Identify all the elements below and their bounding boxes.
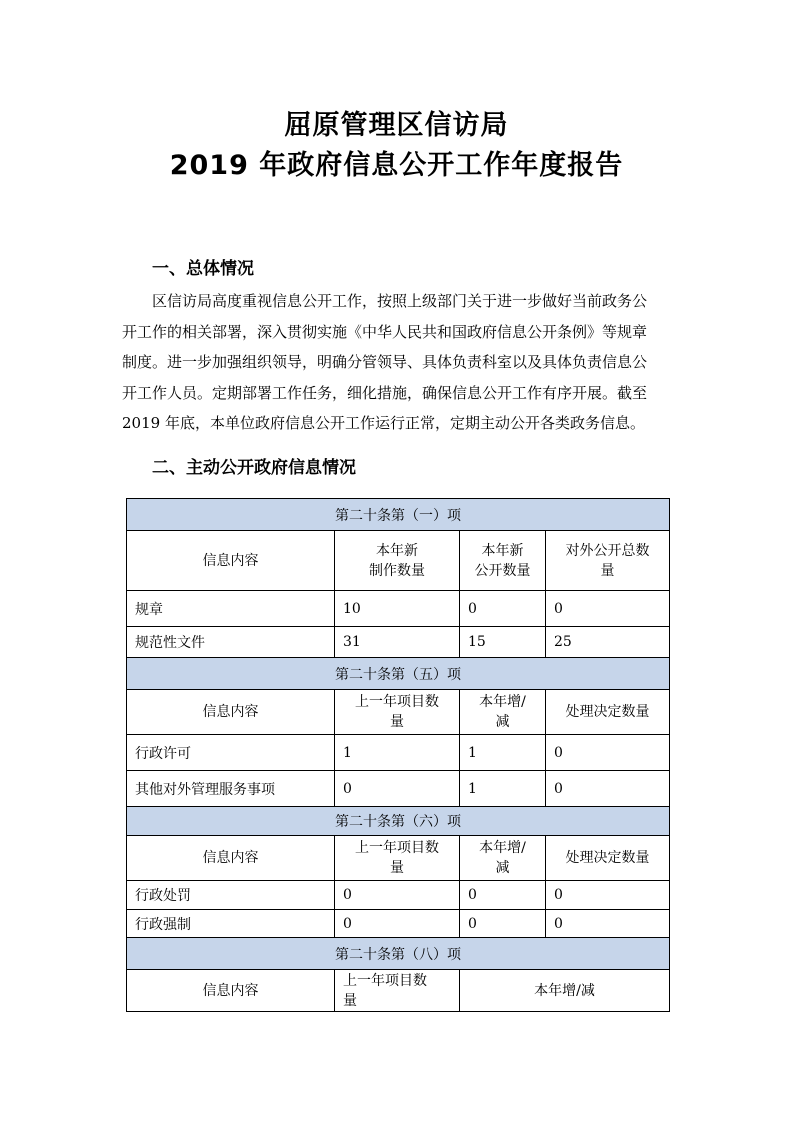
row-label: 规章	[127, 591, 335, 627]
value-cell: 0	[460, 910, 546, 938]
header-cell: 信息内容	[127, 970, 335, 1012]
header-cell: 本年增/减	[460, 970, 670, 1012]
table-row	[127, 627, 670, 658]
disclosure-table	[126, 498, 670, 1012]
section-row-1	[127, 499, 670, 531]
table-row	[127, 771, 670, 807]
header-cell: 上一年项目数 量	[335, 970, 460, 1012]
header-cell: 处理决定数量	[546, 836, 670, 881]
header-row	[127, 690, 670, 735]
paragraph-line: 开工作人员。定期部署工作任务，细化措施，确保信息公开工作有序开展。截至	[122, 383, 648, 402]
value-cell: 0	[335, 881, 460, 910]
section-title: 第二十条第（八）项	[127, 938, 670, 970]
table-row	[127, 591, 670, 627]
value-cell: 0	[546, 591, 670, 627]
value-cell: 0	[546, 771, 670, 807]
value-cell: 0	[546, 735, 670, 771]
header-row	[127, 531, 670, 591]
value-cell: 0	[546, 881, 670, 910]
report-title-line2: 2019 年政府信息公开工作年度报告	[169, 150, 624, 181]
value-cell: 0	[460, 591, 546, 627]
section2-heading: 二、主动公开政府信息情况	[152, 458, 356, 478]
section1-paragraph	[122, 286, 674, 439]
value-cell: 0	[546, 910, 670, 938]
header-cell: 本年新 公开数量	[460, 531, 546, 591]
value-cell: 25	[546, 627, 670, 658]
section-row-8	[127, 938, 670, 970]
row-label: 行政强制	[127, 910, 335, 938]
value-cell: 31	[335, 627, 460, 658]
header-cell: 信息内容	[127, 836, 335, 881]
value-cell: 1	[335, 735, 460, 771]
table-row	[127, 881, 670, 910]
header-cell: 对外公开总数 量	[546, 531, 670, 591]
header-cell: 上一年项目数 量	[335, 836, 460, 881]
row-label: 其他对外管理服务事项	[127, 771, 335, 807]
value-cell: 1	[460, 735, 546, 771]
header-cell: 本年新 制作数量	[335, 531, 460, 591]
section-title: 第二十条第（五）项	[127, 658, 670, 690]
section1-heading: 一、总体情况	[152, 259, 254, 279]
section-title: 第二十条第（一）项	[127, 499, 670, 531]
header-cell: 本年增/ 减	[460, 690, 546, 735]
paragraph-line: 区信访局高度重视信息公开工作，按照上级部门关于进一步做好当前政务公	[122, 292, 648, 310]
value-cell: 0	[335, 910, 460, 938]
row-label: 行政处罚	[127, 881, 335, 910]
header-cell: 信息内容	[127, 531, 335, 591]
section-row-6	[127, 807, 670, 836]
header-cell: 上一年项目数 量	[335, 690, 460, 735]
section-row-5	[127, 658, 670, 690]
header-cell: 本年增/ 减	[460, 836, 546, 881]
value-cell: 0	[335, 771, 460, 807]
header-cell: 处理决定数量	[546, 690, 670, 735]
report-title-line1: 屈原管理区信访局	[284, 110, 509, 141]
paragraph-line: 2019 年底，本单位政府信息公开工作运行正常，定期主动公开各类政务信息。	[122, 414, 645, 432]
value-cell: 10	[335, 591, 460, 627]
table-row	[127, 735, 670, 771]
table-row	[127, 910, 670, 938]
row-label: 规范性文件	[127, 627, 335, 658]
value-cell: 15	[460, 627, 546, 658]
section-title: 第二十条第（六）项	[127, 807, 670, 836]
value-cell: 1	[460, 771, 546, 807]
value-cell: 0	[460, 881, 546, 910]
paragraph-line: 开工作的相关部署，深入贯彻实施《中华人民共和国政府信息公开条例》等规章	[122, 322, 648, 341]
header-row	[127, 970, 670, 1012]
header-row	[127, 836, 670, 881]
row-label: 行政许可	[127, 735, 335, 771]
paragraph-line: 制度。进一步加强组织领导，明确分管领导、具体负责科室以及具体负责信息公	[122, 353, 648, 371]
header-cell: 信息内容	[127, 690, 335, 735]
